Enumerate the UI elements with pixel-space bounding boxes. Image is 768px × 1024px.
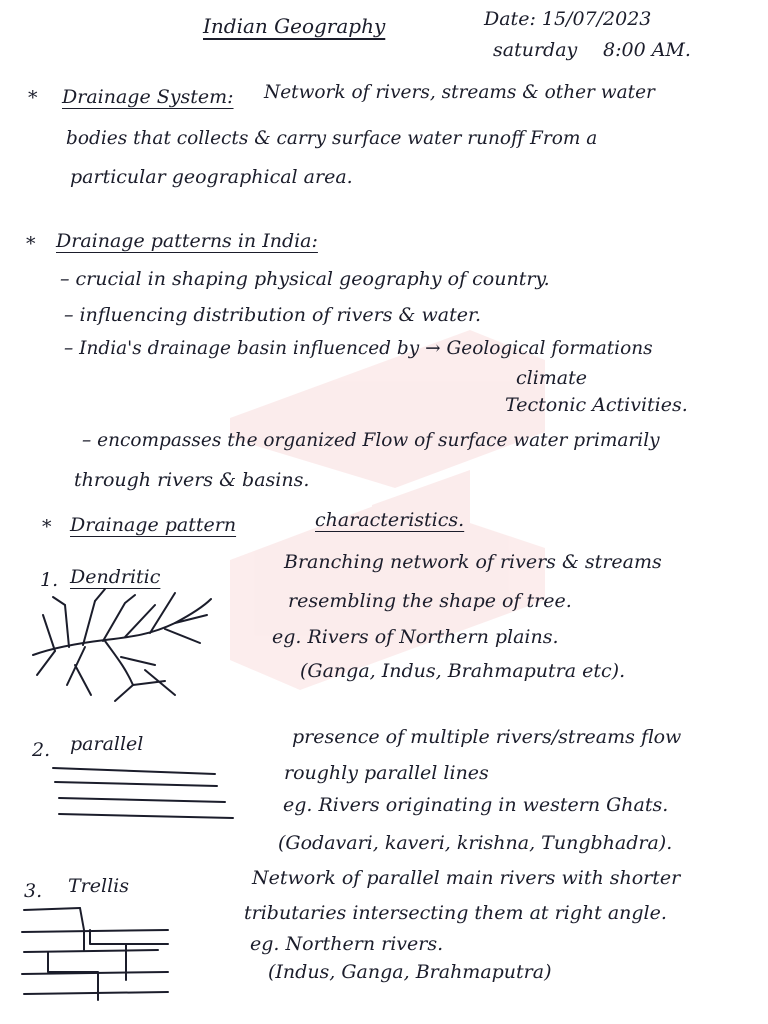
characteristic-line: resembling the shape of tree. (288, 590, 572, 612)
trellis-sketch (18, 900, 188, 1005)
pattern-name-dendritic: Dendritic (70, 566, 161, 588)
day-text: saturday (493, 39, 578, 61)
characteristic-line: presence of multiple rivers/streams flow (292, 726, 682, 748)
characteristic-line: roughly parallel lines (284, 762, 489, 784)
dendritic-sketch (25, 585, 215, 705)
column-header-characteristics: characteristics. (315, 509, 465, 531)
characteristic-line: tributaries intersecting them at right angle. (244, 902, 667, 924)
characteristic-line: Network of parallel main rivers with shorter (252, 867, 681, 889)
drainage-system-term: Drainage System: (62, 86, 234, 108)
characteristic-line: eg. Northern rivers. (250, 933, 444, 955)
encompass-line: through rivers & basins. (74, 469, 310, 491)
characteristic-line: (Godavari, kaveri, krishna, Tungbhadra). (278, 832, 673, 854)
page-title: Indian Geography (203, 14, 386, 38)
definition-line: Network of rivers, streams & other water (264, 82, 655, 103)
item-number: 3. (24, 880, 43, 902)
characteristic-line: (Ganga, Indus, Brahmaputra etc). (300, 660, 626, 682)
bullet-star: * (26, 233, 36, 255)
bullet-star: * (42, 516, 52, 538)
parallel-sketch (45, 760, 245, 830)
characteristic-line: (Indus, Ganga, Brahmaputra) (268, 961, 552, 983)
definition-line: particular geographical area. (70, 166, 353, 188)
item-number: 2. (32, 739, 51, 761)
point-line: – influencing distribution of rivers & water. (64, 304, 481, 326)
point-line: – India's drainage basin influenced by → Geological formations (64, 338, 653, 359)
time-text: 8:00 AM. (603, 39, 691, 61)
definition-line: bodies that collects & carry surface water runoff From a (66, 128, 598, 149)
point-line: – crucial in shaping physical geography of country. (60, 268, 550, 290)
factor-item: Tectonic Activities. (505, 394, 688, 416)
pattern-name-trellis: Trellis (68, 875, 129, 897)
factor-item: climate (516, 367, 588, 389)
characteristic-line: eg. Rivers of Northern plains. (272, 626, 559, 648)
characteristic-line: Branching network of rivers & streams (284, 551, 662, 573)
encompass-line: – encompasses the organized Flow of surface water primarily (82, 430, 660, 451)
column-header-pattern: Drainage pattern (70, 514, 237, 536)
bullet-star: * (28, 87, 38, 109)
date-text: Date: 15/07/2023 (484, 8, 652, 30)
section-heading: Drainage patterns in India: (56, 230, 318, 252)
item-number: 1. (40, 569, 59, 591)
pattern-name-parallel: parallel (70, 733, 144, 755)
characteristic-line: eg. Rivers originating in western Ghats. (283, 794, 669, 816)
